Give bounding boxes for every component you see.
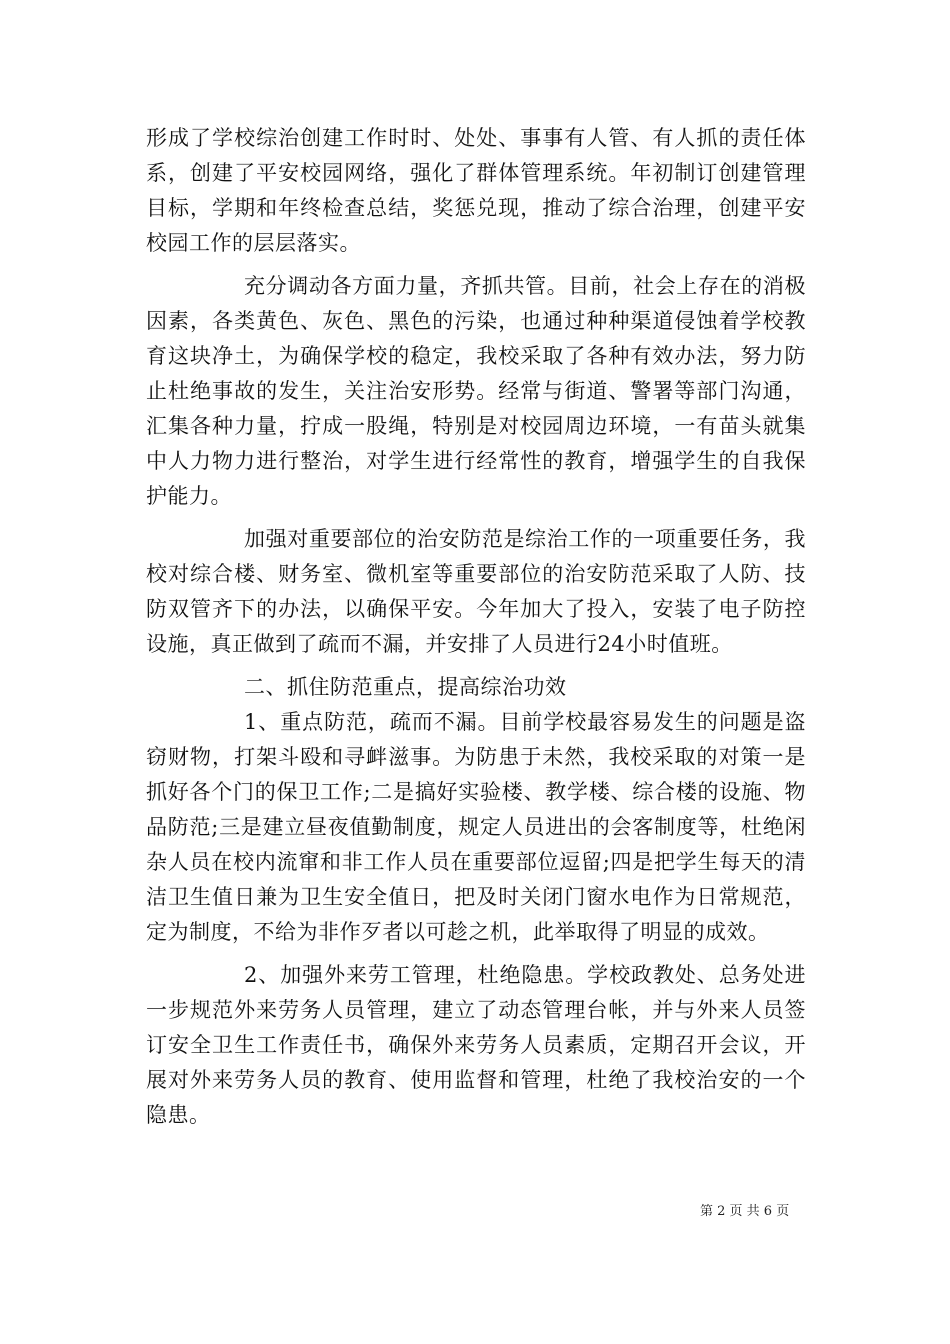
page-number-footer: 第 2 页 共 6 页 — [700, 1204, 790, 1219]
section-heading: 二、抓住防范重点，提高综治功效 — [244, 675, 567, 699]
paragraph-external-labor: 2、加强外来劳工管理，杜绝隐患。学校政教处、总务处进一步规范外来劳务人员管理，建立了动态管理台帐，并与外来人员签订安全卫生工作责任书，确保外来劳务人员素质，定期召开会议，开展对外来劳务人员的教育、使用监督和管理，杜绝了我校治安的一个隐患。 — [146, 963, 806, 1127]
paragraph-continuation: 形成了学校综治创建工作时时、处处、事事有人管、有人抓的责任体系，创建了平安校园网络，强化了群体管理系统。年初制订创建管理目标，学期和年终检查总结，奖惩兑现，推动了综合治理，创建平安校园工作的层层落实。 — [146, 126, 806, 255]
paragraph-joint-management: 充分调动各方面力量，齐抓共管。目前，社会上存在的消极因素，各类黄色、灰色、黑色的污染，也通过种种渠道侵蚀着学校教育这块净土，为确保学校的稳定，我校采取了各种有效办法，努力防止杜绝事故的发生，关注治安形势。经常与街道、警署等部门沟通，汇集各种力量，拧成一股绳，特别是对校园周边环境，一有苗头就集中人力物力进行整治，对学生进行经常性的教育，增强学生的自我保护能力。 — [146, 274, 806, 508]
paragraph-key-areas: 加强对重要部位的治安防范是综治工作的一项重要任务，我校对综合楼、财务室、微机室等重要部位的治安防范采取了人防、技防双管齐下的办法，以确保平安。今年加大了投入，安装了电子防控设施，真正做到了疏而不漏，并安排了人员进行24小时值班。 — [146, 527, 806, 656]
paragraph-key-prevention: 1、重点防范，疏而不漏。目前学校最容易发生的问题是盗窃财物，打架斗殴和寻衅滋事。为防患于未然，我校采取的对策一是抓好各个门的保卫工作;二是搞好实验楼、教学楼、综合楼的设施、物品防范;三是建立昼夜值勤制度，规定人员进出的会客制度等，杜绝闲杂人员在校内流窜和非工作人员在重要部位逗留;四是把学生每天的清洁卫生值日兼为卫生安全值日，把及时关闭门窗水电作为日常规范，定为制度，不给为非作歹者以可趁之机，此举取得了明显的成效。 — [146, 710, 806, 944]
document-body — [146, 121, 806, 1133]
